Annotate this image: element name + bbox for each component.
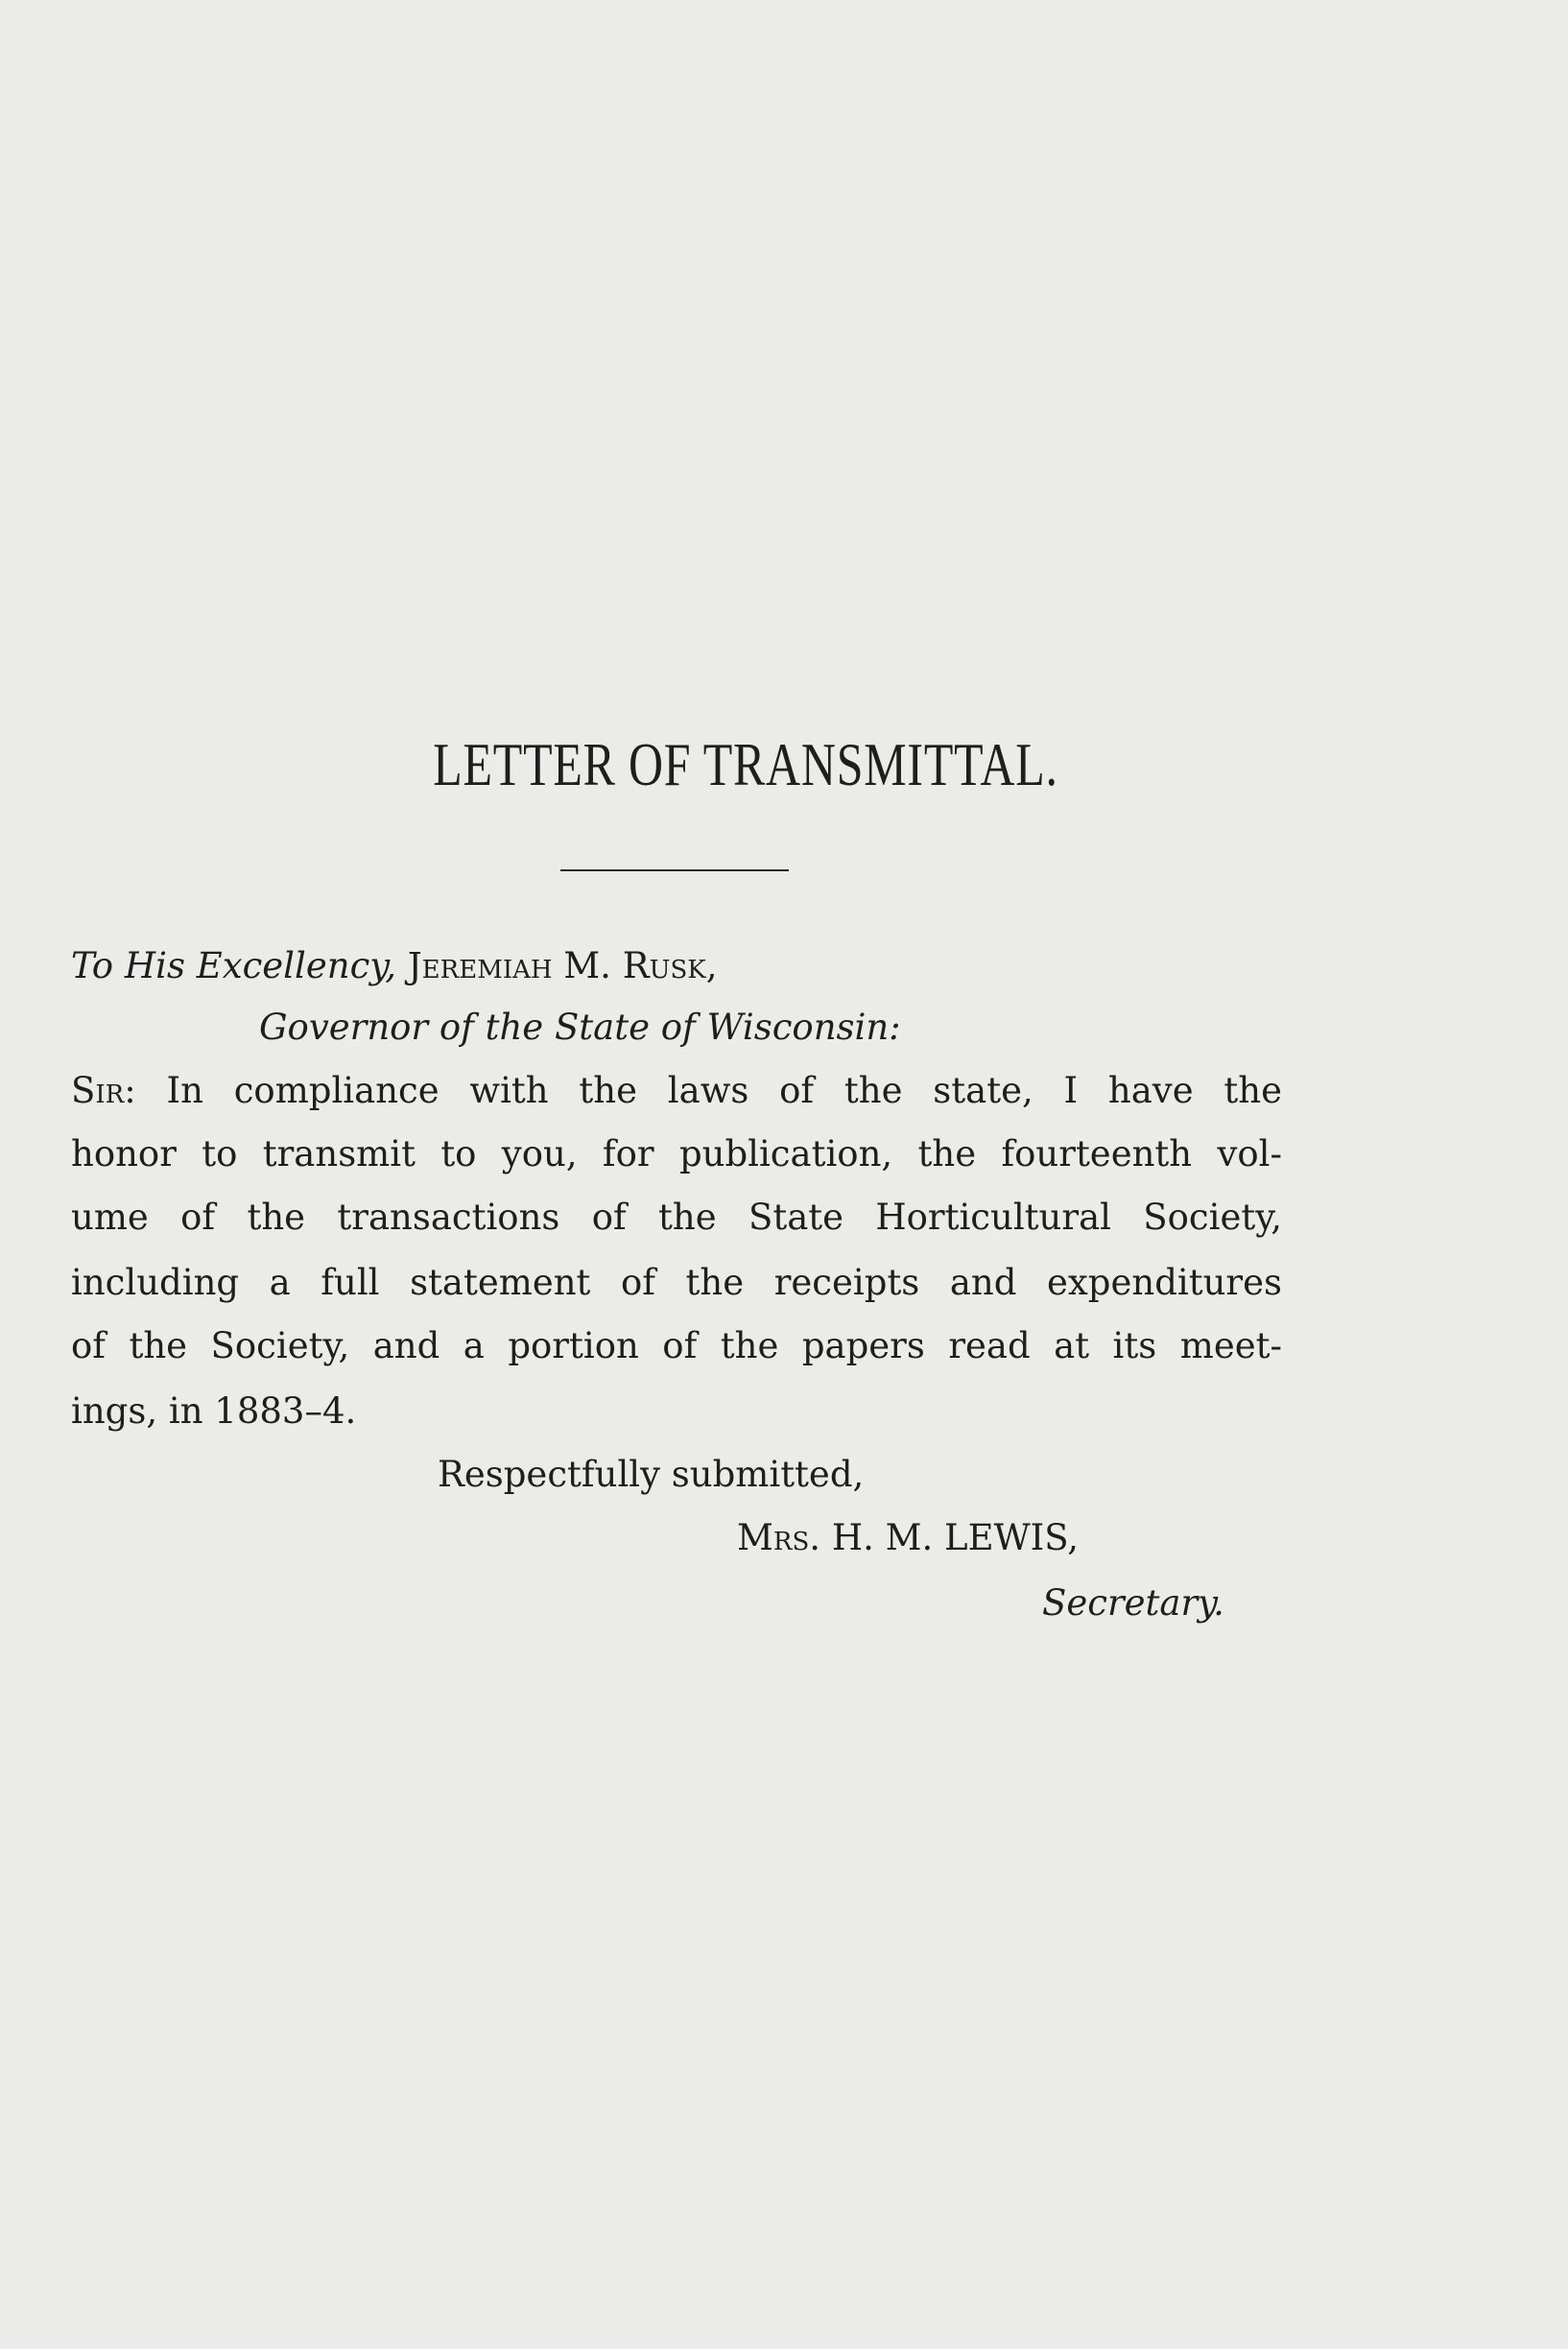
body-text-1: In compliance with the laws of the state, I have the <box>166 1070 1282 1111</box>
addressee-office: Governor of the State of Wisconsin: <box>259 1007 901 1048</box>
address-line <box>71 945 718 986</box>
body-line-2: honor to transmit to you, for publication, the fourteenth vol- <box>71 1133 1282 1174</box>
body-line-6: ings, in 1883–4. <box>71 1390 357 1432</box>
salutation: Sir: <box>71 1070 136 1111</box>
body-line-5: of the Society, and a portion of the papers read at its meet- <box>71 1325 1282 1366</box>
body-line-1 <box>71 1070 1282 1111</box>
closing-line: Respectfully submitted, <box>438 1454 865 1495</box>
signature-prefix: Mrs. <box>737 1517 821 1558</box>
address-prefix: To His Excellency, <box>71 945 397 986</box>
signature-name <box>737 1517 1080 1558</box>
signature-title: Secretary. <box>1042 1582 1224 1624</box>
body-line-4: including a full statement of the receipts and expenditures <box>71 1262 1282 1303</box>
addressee-name: Jeremiah M. Rusk, <box>407 945 718 986</box>
title-divider <box>560 869 789 871</box>
signature-full-name: H. M. LEWIS, <box>831 1517 1080 1558</box>
body-line-3: ume of the transactions of the State Horticultural Society, <box>71 1197 1282 1238</box>
page-title: LETTER OF TRANSMITTAL. <box>433 730 1058 798</box>
